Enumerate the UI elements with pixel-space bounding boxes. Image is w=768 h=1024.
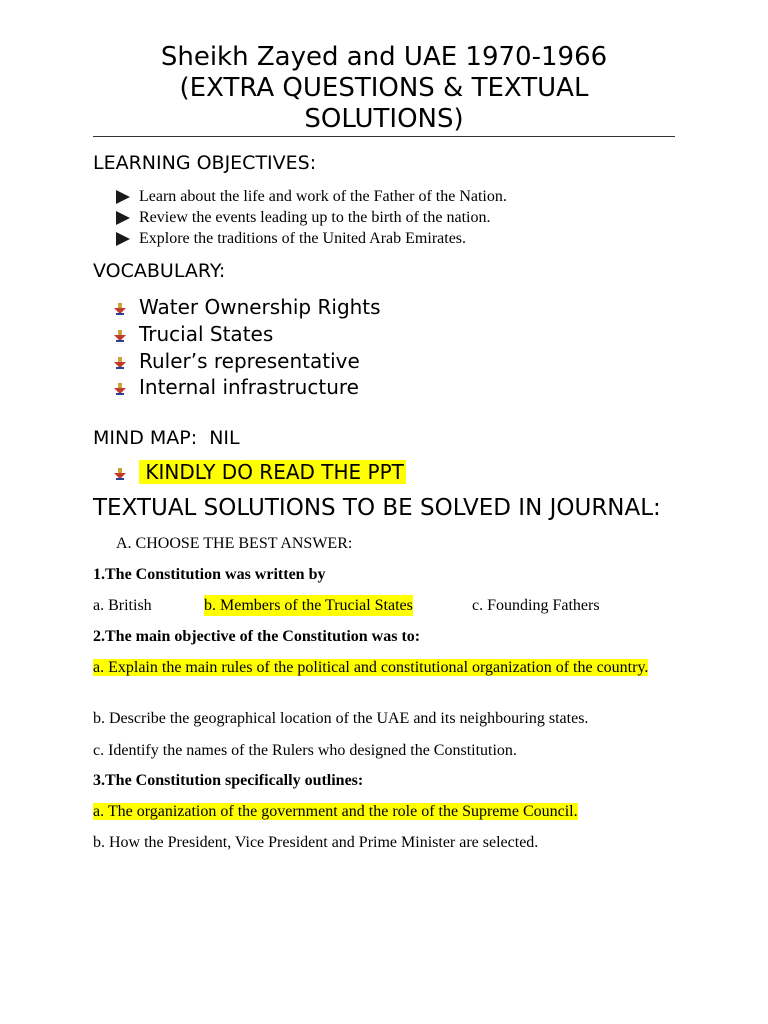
title-line-1: Sheikh Zayed and UAE 1970-1966 — [160, 42, 608, 72]
vocabulary-list — [114, 294, 381, 401]
question-2-option-c: c. Identify the names of the Rulers who designed the Constitution. — [93, 742, 517, 759]
question-2: 2.The main objective of the Constitution was to: — [93, 628, 421, 645]
list-item: Explore the traditions of the United Arab Emirates. — [116, 228, 507, 249]
option-a-answer: a. The organization of the government and the role of the Supreme Council. — [93, 803, 578, 820]
list-item: Learn about the life and work of the Father of the Nation. — [116, 186, 507, 207]
down-arrow-bullet-icon — [114, 330, 126, 342]
list-item: Water Ownership Rights — [114, 294, 381, 321]
option-b-answer: b. Members of the Trucial States — [204, 597, 413, 614]
list-item: Ruler’s representative — [114, 347, 381, 374]
title-line-3: SOLUTIONS) — [304, 104, 464, 134]
option-a-answer: a. Explain the main rules of the political and constitutional organization of the country. — [93, 659, 649, 676]
question-3: 3.The Constitution specifically outlines: — [93, 772, 364, 789]
learning-objectives-list — [116, 186, 507, 249]
list-item: Trucial States — [114, 321, 381, 348]
textual-solutions-heading: TEXTUAL SOLUTIONS TO BE SOLVED IN JOURNAL: — [93, 495, 661, 521]
down-arrow-bullet-icon — [114, 383, 126, 395]
vocabulary-heading: VOCABULARY: — [93, 260, 226, 282]
triangle-bullet-icon — [116, 190, 130, 204]
learning-objectives-heading: LEARNING OBJECTIVES: — [93, 152, 317, 174]
list-item: Internal infrastructure — [114, 374, 381, 401]
document-title — [93, 42, 675, 135]
option-c: c. Founding Fathers — [472, 597, 600, 614]
highlighted-note: KINDLY DO READ THE PPT — [139, 460, 404, 485]
question-2-option-b: b. Describe the geographical location of the UAE and its neighbouring states. — [93, 710, 589, 727]
question-2-option-a — [93, 657, 675, 678]
title-line-2: (EXTRA QUESTIONS & TEXTUAL — [179, 73, 589, 103]
title-divider — [93, 136, 675, 137]
down-arrow-bullet-icon — [114, 303, 126, 315]
triangle-bullet-icon — [116, 211, 130, 225]
list-item — [114, 459, 406, 486]
question-1: 1.The Constitution was written by — [93, 566, 326, 583]
triangle-bullet-icon — [116, 232, 130, 246]
mind-map-heading: MIND MAP: NIL — [93, 427, 240, 449]
list-item: Review the events leading up to the birth of the nation. — [116, 207, 507, 228]
down-arrow-bullet-icon — [114, 357, 126, 369]
question-3-option-b: b. How the President, Vice President and Prime Minister are selected. — [93, 834, 539, 851]
mind-map-note-list — [114, 459, 406, 486]
question-3-option-a — [93, 801, 675, 822]
section-a-heading: A. CHOOSE THE BEST ANSWER: — [116, 535, 353, 552]
option-a: a. British — [93, 597, 152, 614]
down-arrow-bullet-icon — [114, 468, 126, 480]
